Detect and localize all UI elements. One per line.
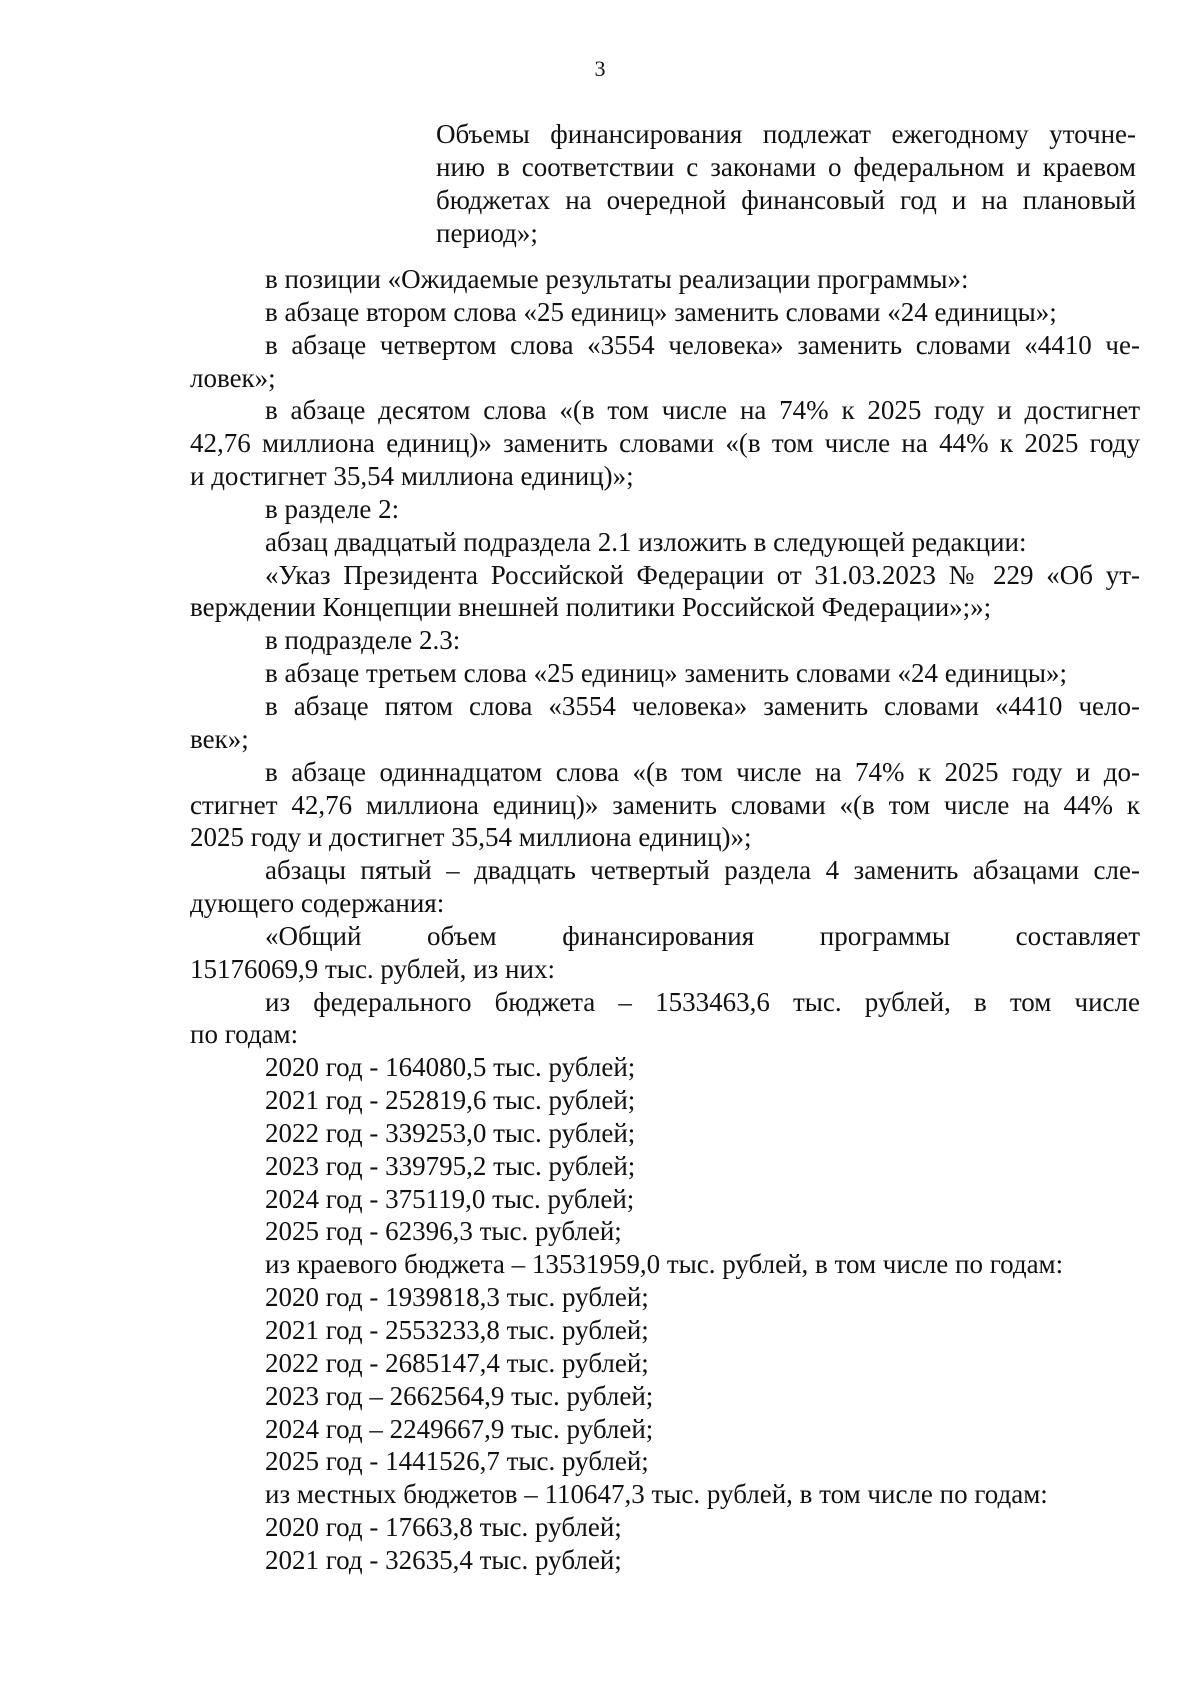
- text-line: абзац двадцатый подраздела 2.1 изложить в следующей редакции:: [265, 526, 1027, 557]
- text-line: 2021 год - 252819,6 тыс. рублей;: [265, 1085, 636, 1116]
- text-line: верждении Концепции внешней политики Российской Федерации»;»;: [190, 592, 992, 623]
- text-line: 2022 год - 339253,0 тыс. рублей;: [265, 1117, 636, 1148]
- text-line: в абзаце четвертом слова «3554 человека» заменить словами «4410 че-: [265, 329, 1140, 360]
- text-line: 15176069,9 тыс. рублей, из них:: [190, 953, 555, 984]
- text-line: век»;: [190, 723, 249, 754]
- text-line: в позиции «Ожидаемые результаты реализации программы»:: [265, 264, 969, 294]
- text-line: в абзаце пятом слова «3554 человека» заменить словами «4410 чело-: [265, 690, 1140, 721]
- page-number: 3: [594, 56, 606, 81]
- text-line: в абзаце третьем слова «25 единиц» заменить словами «24 единицы»;: [265, 658, 1067, 689]
- text-line: дующего содержания:: [190, 888, 445, 919]
- text-line: из местных бюджетов – 110647,3 тыс. рублей, в том числе по годам:: [265, 1479, 1048, 1510]
- text-line: в разделе 2:: [265, 493, 400, 524]
- text-line: в подразделе 2.3:: [265, 625, 461, 656]
- intro-paragraph: [436, 118, 1136, 249]
- intro-line: бюджетах на очередной финансовый год и на плановый: [436, 184, 1136, 215]
- text-line: из краевого бюджета – 13531959,0 тыс. рублей, в том числе по годам:: [265, 1249, 1064, 1280]
- body-text: [190, 263, 1140, 1577]
- text-line: в абзаце втором слова «25 единиц» заменить словами «24 единицы»;: [265, 296, 1057, 327]
- text-line: 2023 год – 2662564,9 тыс. рублей;: [265, 1380, 654, 1411]
- text-line: 2024 год - 375119,0 тыс. рублей;: [265, 1183, 635, 1214]
- intro-line: нию в соответствии с законами о федеральном и краевом: [436, 151, 1136, 182]
- intro-line: период»;: [436, 217, 538, 248]
- text-line: «Указ Президента Российской Федерации от 31.03.2023 № 229 «Об ут-: [265, 559, 1140, 590]
- text-line: 2021 год - 32635,4 тыс. рублей;: [265, 1544, 622, 1575]
- text-line: 2025 год - 1441526,7 тыс. рублей;: [265, 1446, 649, 1477]
- intro-line: Объемы финансирования подлежат ежегодному уточне-: [436, 119, 1136, 149]
- text-line: абзацы пятый – двадцать четвертый раздела 4 заменить абзацами сле-: [265, 855, 1140, 886]
- text-line: «Общий объем финансирования программы составляет: [265, 920, 1140, 951]
- text-line: из федерального бюджета – 1533463,6 тыс. рублей, в том числе: [265, 986, 1140, 1017]
- text-line: 2024 год – 2249667,9 тыс. рублей;: [265, 1413, 654, 1444]
- text-line: 2025 год - 62396,3 тыс. рублей;: [265, 1216, 622, 1247]
- text-line: по годам:: [190, 1019, 299, 1050]
- text-line: 2021 год - 2553233,8 тыс. рублей;: [265, 1315, 649, 1345]
- text-line: стигнет 42,76 миллиона единиц)» заменить словами «(в том числе на 44% к: [190, 789, 1140, 820]
- text-line: в абзаце десятом слова «(в том числе на 74% к 2025 году и достигнет: [265, 395, 1140, 426]
- text-line: 2020 год - 164080,5 тыс. рублей;: [265, 1052, 636, 1083]
- text-line: ловек»;: [190, 362, 276, 393]
- text-line: 42,76 миллиона единиц)» заменить словами «(в том числе на 44% к 2025 году: [190, 428, 1140, 459]
- text-line: 2025 году и достигнет 35,54 миллиона единиц)»;: [190, 822, 752, 853]
- text-line: в абзаце одиннадцатом слова «(в том числе на 74% к 2025 году и до-: [265, 756, 1140, 787]
- text-line: 2020 год - 17663,8 тыс. рублей;: [265, 1512, 622, 1543]
- text-line: 2022 год - 2685147,4 тыс. рублей;: [265, 1347, 649, 1378]
- text-line: и достигнет 35,54 миллиона единиц)»;: [190, 461, 634, 492]
- text-line: 2023 год - 339795,2 тыс. рублей;: [265, 1150, 636, 1181]
- text-line: 2020 год - 1939818,3 тыс. рублей;: [265, 1282, 649, 1313]
